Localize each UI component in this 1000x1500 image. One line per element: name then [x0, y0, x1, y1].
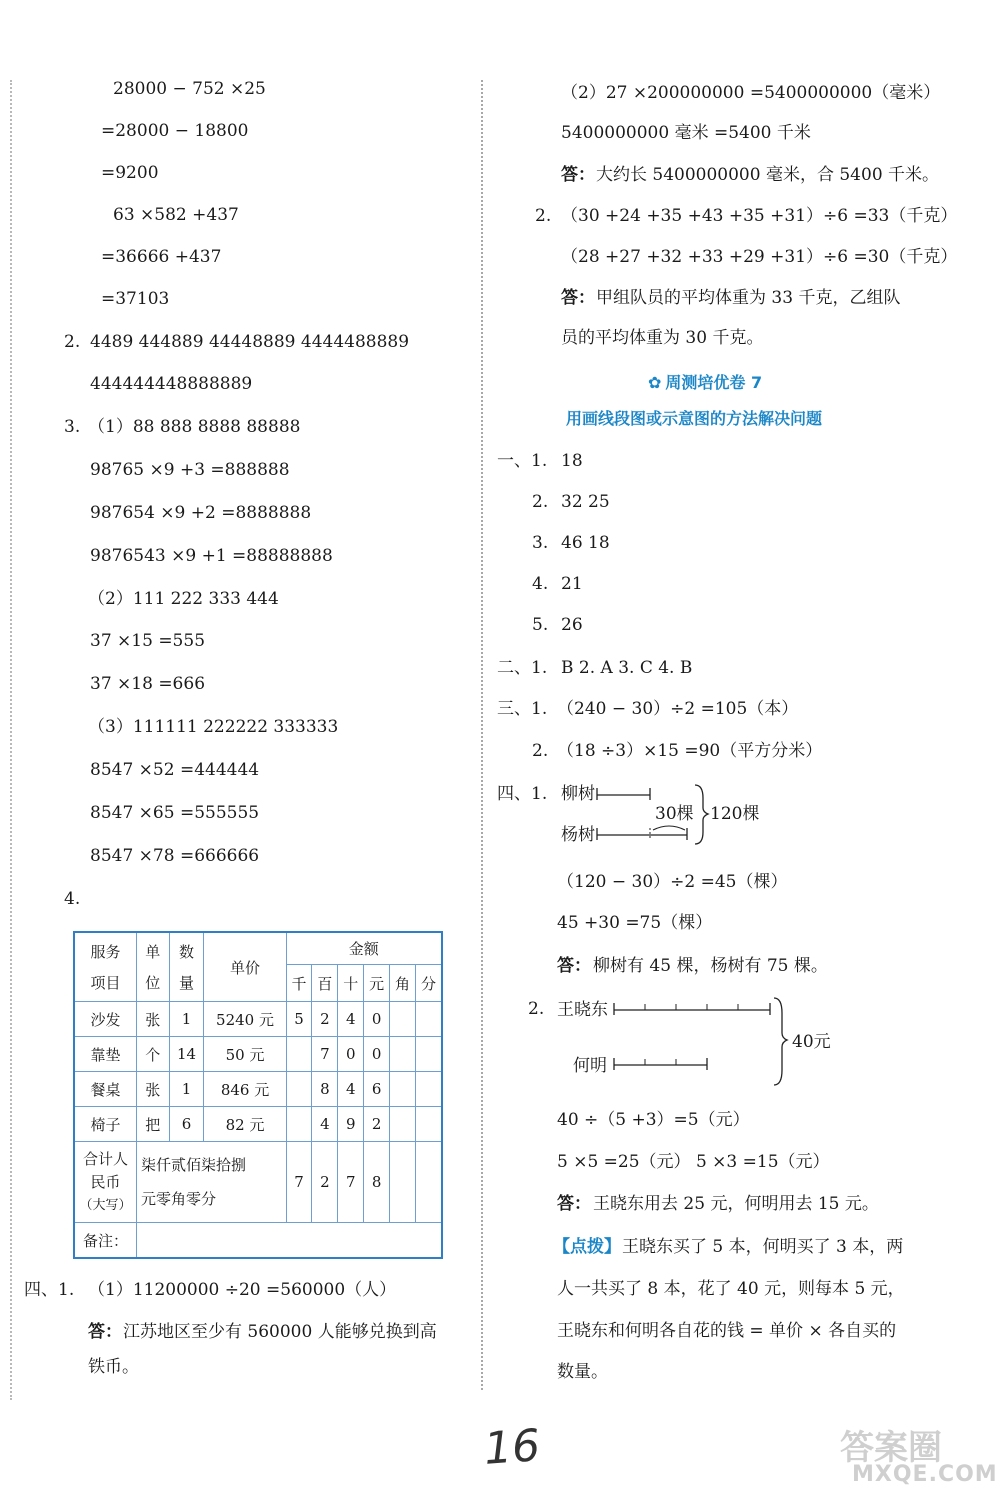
digit-cell: 0	[364, 1037, 390, 1072]
section-number: 一、1.	[497, 451, 548, 471]
total-label-cell	[74, 1142, 136, 1223]
calc-line: =28000 − 18800	[101, 121, 249, 141]
table-header-cell: 单价	[204, 932, 286, 1002]
calc-line: =37103	[101, 289, 170, 309]
section-number: 二、1.	[497, 658, 548, 678]
total-label: 合计人	[82, 1149, 128, 1168]
digit-cell: 2	[364, 1107, 390, 1142]
answer-line: 40 ÷（5 +3）=5（元）	[557, 1110, 750, 1130]
answer-line: 8547 ×52 =444444	[90, 760, 260, 780]
diagram-label: 120棵	[710, 804, 760, 824]
answer-line: 45 +30 =75（棵）	[557, 913, 713, 933]
question-number: 3.	[64, 417, 81, 437]
answer-line: 46 18	[561, 533, 610, 553]
question-number: 4.	[64, 889, 81, 909]
hint-line: 王晓东和何明各自花的钱 = 单价 × 各自买的	[557, 1321, 897, 1341]
note-label-cell: 备注：	[74, 1223, 136, 1259]
answer-line: （2）27 ×200000000 =5400000000（毫米）	[561, 83, 941, 103]
header-text: 量	[179, 974, 195, 992]
section-subtitle: 用画线段图或示意图的方法解决问题	[566, 409, 823, 428]
digit-cell: 5	[286, 1002, 312, 1037]
section-title	[648, 372, 762, 394]
question-number: 2.	[532, 492, 549, 512]
digit-cell	[286, 1107, 312, 1142]
answer-line: 37 ×18 =666	[90, 674, 206, 694]
digit-cell: 0	[338, 1037, 364, 1072]
answer-line: （1）88 888 8888 88888	[88, 417, 301, 437]
digit-header: 千	[286, 965, 312, 1002]
digit-cell	[415, 1142, 442, 1223]
digit-cell: 4	[338, 1002, 364, 1037]
answer-label: 答：	[88, 1322, 122, 1342]
diagram-label: 何明	[573, 1056, 607, 1076]
unit-cell: 个	[136, 1037, 169, 1072]
digit-cell: 7	[286, 1142, 312, 1223]
hint-line: 数量。	[557, 1362, 608, 1382]
qty-cell: 14	[169, 1037, 204, 1072]
answer-line: （1）11200000 ÷20 =560000（人）	[88, 1280, 397, 1300]
diagram-label: 柳树	[561, 784, 595, 804]
section-number: 四、1.	[497, 784, 548, 804]
digit-cell	[390, 1107, 416, 1142]
item-cell: 靠垫	[74, 1037, 136, 1072]
digit-cell: 2	[312, 1142, 338, 1223]
answer-line: 王晓东用去 25 元，何明用去 15 元。	[593, 1194, 879, 1214]
answer-label: 答：	[557, 956, 591, 976]
digit-cell	[390, 1072, 416, 1107]
digit-cell: 2	[312, 1002, 338, 1037]
hint-label: 【点拨】	[553, 1237, 621, 1257]
digit-cell: 4	[312, 1107, 338, 1142]
digit-cell	[390, 1037, 416, 1072]
digit-cell: 6	[364, 1072, 390, 1107]
price-cell: 82 元	[204, 1107, 286, 1142]
section-number: 四、1.	[24, 1280, 75, 1300]
price-cell: 846 元	[204, 1072, 286, 1107]
table-header-cell	[169, 932, 204, 1002]
answer-line: 37 ×15 =555	[90, 631, 206, 651]
total-row	[74, 1142, 442, 1223]
digit-cell	[415, 1072, 442, 1107]
question-number: 2.	[532, 741, 549, 761]
answer-line: （18 ÷3）×15 =90（平方分米）	[557, 741, 823, 761]
unit-cell: 张	[136, 1002, 169, 1037]
total-words: 元零角零分	[140, 1190, 216, 1208]
table-header-cell: 金额	[286, 932, 442, 965]
answer-line: 8547 ×78 =666666	[90, 846, 260, 866]
section-number: 三、1.	[497, 699, 548, 719]
section-title-text: 周测培优卷 7	[665, 373, 763, 392]
answer-line: （3）111111 222222 333333	[88, 717, 339, 737]
total-words-cell	[136, 1142, 286, 1223]
answer-line: 21	[561, 574, 583, 594]
note-cell	[136, 1223, 442, 1259]
watermark-logo: 答案圈	[840, 1428, 942, 1468]
item-cell: 椅子	[74, 1107, 136, 1142]
header-text: 服务	[90, 943, 121, 961]
digit-header: 角	[390, 965, 416, 1002]
invoice-table	[73, 931, 443, 1259]
header-text: 位	[145, 974, 161, 992]
table-row	[74, 1037, 442, 1072]
table-row	[74, 1002, 442, 1037]
table-row	[74, 1072, 442, 1107]
answer-line: 柳树有 45 棵，杨树有 75 棵。	[593, 956, 828, 976]
answer-line: 9876543 ×9 +1 =88888888	[90, 546, 333, 566]
answer-line: 5 ×5 =25（元） 5 ×3 =15（元）	[557, 1152, 830, 1172]
digit-cell: 9	[338, 1107, 364, 1142]
answer-line: B 2. A 3. C 4. B	[561, 658, 693, 678]
digit-cell	[390, 1002, 416, 1037]
answer-line: 大约长 5400000000 毫米，合 5400 千米。	[596, 165, 940, 185]
digit-header: 百	[312, 965, 338, 1002]
answer-line: 5400000000 毫米 =5400 千米	[561, 123, 811, 143]
answer-line: （240 − 30）÷2 =105（本）	[557, 699, 799, 719]
diagram-label: 30棵	[655, 804, 694, 824]
question-number: 2.	[64, 332, 81, 352]
diagram-label: 40元	[792, 1032, 831, 1052]
total-label: 民币	[90, 1172, 121, 1191]
table-header-cell	[136, 932, 169, 1002]
calc-line: =36666 +437	[101, 247, 222, 267]
question-number: 2.	[528, 999, 545, 1019]
calc-line: =9200	[101, 163, 159, 183]
page-number: 16	[482, 1420, 542, 1475]
question-number: 5.	[532, 615, 549, 635]
diagram-label: 王晓东	[557, 1000, 608, 1020]
digit-cell: 4	[338, 1072, 364, 1107]
table-header-cell	[74, 932, 136, 1002]
answer-line: 江苏地区至少有 560000 人能够兑换到高	[123, 1322, 437, 1342]
digit-cell: 8	[364, 1142, 390, 1223]
answer-line: 铁币。	[88, 1357, 139, 1377]
page-edge-dots	[10, 80, 12, 1400]
answer-line: 8547 ×65 =555555	[90, 803, 260, 823]
answer-line: 甲组队员的平均体重为 33 千克，乙组队	[596, 288, 901, 308]
column-divider	[481, 80, 483, 1390]
unit-cell: 张	[136, 1072, 169, 1107]
answer-label: 答：	[561, 288, 595, 308]
item-cell: 餐桌	[74, 1072, 136, 1107]
qty-cell: 6	[169, 1107, 204, 1142]
calc-line: 63 ×582 +437	[113, 205, 239, 225]
watermark-url: MXQE.COM	[852, 1462, 998, 1487]
digit-cell	[286, 1037, 312, 1072]
digit-cell	[415, 1002, 442, 1037]
calc-line: 28000 − 752 ×25	[113, 79, 266, 99]
digit-header: 十	[338, 965, 364, 1002]
question-number: 2.	[535, 206, 552, 226]
qty-cell: 1	[169, 1002, 204, 1037]
unit-cell: 把	[136, 1107, 169, 1142]
digit-cell	[415, 1037, 442, 1072]
answer-line: 26	[561, 615, 583, 635]
table-row	[74, 1107, 442, 1142]
answer-line: 444444448888889	[90, 374, 253, 394]
digit-header: 元	[364, 965, 390, 1002]
answer-line: 32 25	[561, 492, 610, 512]
header-text: 单	[145, 943, 161, 961]
money-line-diagram	[612, 995, 802, 1090]
digit-cell: 7	[338, 1142, 364, 1223]
digit-cell	[390, 1142, 416, 1223]
digit-cell: 8	[312, 1072, 338, 1107]
answer-label: 答：	[561, 165, 595, 185]
answer-line: （30 +24 +35 +43 +35 +31）÷6 =33（千克）	[561, 206, 958, 226]
total-label: （大写）	[79, 1197, 132, 1213]
answer-line: 987654 ×9 +2 =8888888	[90, 503, 312, 523]
answer-line: （28 +27 +32 +33 +29 +31）÷6 =30（千克）	[561, 247, 958, 267]
answer-line: 18	[561, 451, 583, 471]
note-row	[74, 1223, 442, 1259]
answer-line: 98765 ×9 +3 =888888	[90, 460, 290, 480]
question-number: 4.	[532, 574, 549, 594]
digit-cell	[415, 1107, 442, 1142]
digit-cell	[286, 1072, 312, 1107]
hint-line: 王晓东买了 5 本，何明买了 3 本，两	[622, 1237, 904, 1257]
paw-icon: ✿	[648, 373, 662, 392]
digit-cell: 0	[364, 1002, 390, 1037]
digit-header: 分	[415, 965, 442, 1002]
question-number: 3.	[532, 533, 549, 553]
hint-line: 人一共买了 8 本，花了 40 元，则每本 5 元，	[557, 1279, 905, 1299]
answer-line: （120 − 30）÷2 =45（棵）	[557, 872, 788, 892]
header-text: 项目	[90, 974, 121, 992]
answer-line: 员的平均体重为 30 千克。	[561, 328, 764, 348]
answer-label: 答：	[557, 1194, 591, 1214]
answer-line: （2）111 222 333 444	[88, 589, 279, 609]
total-words: 柒仟贰佰柒拾捌	[140, 1156, 246, 1174]
answer-line: 4489 444889 44448889 4444488889	[90, 332, 410, 352]
diagram-label: 杨树	[561, 825, 595, 845]
digit-cell: 7	[312, 1037, 338, 1072]
price-cell: 5240 元	[204, 1002, 286, 1037]
qty-cell: 1	[169, 1072, 204, 1107]
price-cell: 50 元	[204, 1037, 286, 1072]
header-text: 数	[179, 943, 195, 961]
item-cell: 沙发	[74, 1002, 136, 1037]
